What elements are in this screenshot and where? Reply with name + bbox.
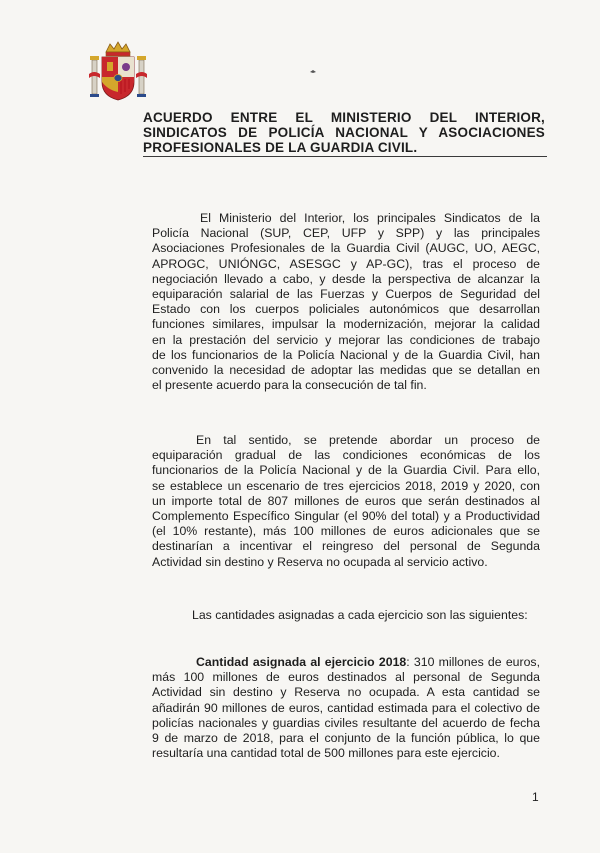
text-line: APROGC, UNIÓNGC, ASESGC y AP-GC), tras el proceso de [152,256,540,271]
text-line: de los funcionarios de la Policía Nacional y de la Guardia Civil, han [152,347,540,362]
paragraph-intro [152,211,540,393]
text-line: funciones similares, impulsar la modernización, mejorar la calidad [152,317,540,332]
year-2018-amount: : 310 millones de euros, [406,655,540,669]
text-line: se establece un escenario de tres ejercicios 2018, 2019 y 2020, con [152,478,540,493]
text-line [152,655,540,670]
text-line: Actividad sin destino y Reserva no ocupada. A esta cantidad se [152,685,540,700]
scan-speck [310,70,316,74]
text-line: Estado con los cuerpos policiales autonómicos que desarrollan [152,302,540,317]
paragraph-2018 [152,655,540,761]
title-line: ACUERDO ENTRE EL MINISTERIO DEL INTERIOR, [143,110,545,125]
text-line: un importe total de 807 millones de euros que serán destinados al [152,493,540,508]
text-line: equiparación salarial de las Fuerzas y Cuerpos de Seguridad del [152,287,540,302]
text-line: resultaría una cantidad total de 500 millones para este ejercicio. [152,746,500,761]
text-line: El Ministerio del Interior, los principales Sindicatos de la [200,211,540,225]
year-2018-label: Cantidad asignada al ejercicio 2018 [196,655,407,669]
text-line: más 100 millones de euros destinados al personal de Segunda [152,670,540,685]
text-line: 9 de marzo de 2018, para el conjunto de la función pública, lo que [152,731,540,746]
title-line: SINDICATOS DE POLICÍA NACIONAL Y ASOCIACIONES [143,125,545,140]
text-line: En tal sentido, se pretende abordar un proceso de [196,433,540,447]
text-line: destinarían a incentivar el reingreso del personal de Segunda [152,539,540,554]
text-line: (el 10% restante), más 100 millones de euros adicionales que se [152,524,540,539]
title-line: PROFESIONALES DE LA GUARDIA CIVIL. [143,140,418,155]
text-line: negociación llevado a cabo, y desde la perspectiva de alcanzar la [152,271,540,286]
page-number: 1 [532,790,539,804]
title-underline [143,156,547,157]
text-line: funcionarios de la Policía Nacional y de la Guardia Civil. Para ello, [152,463,540,478]
text-line: policías nacionales y guardias civiles resultante del acuerdo de fecha [152,715,540,730]
paragraph-scenario [152,433,540,570]
text-line: el presente acuerdo para la consecución de tal fin. [152,378,427,393]
text-line: convenido la necesidad de adoptar las medidas que se detallan en [152,363,540,378]
spain-coat-of-arms-icon [88,40,148,102]
text-line: añadirán 90 millones de euros, cantidad estimada para el colectivo de [152,700,540,715]
text-line: Asociaciones Profesionales de la Guardia Civil (AUGC, UO, AEGC, [152,241,540,256]
text-line: Actividad sin destino y Reserva no ocupada al servicio activo. [152,554,488,569]
text-line: en la prestación del servicio y mejorar las condiciones de trabajo [152,332,540,347]
document-title [143,110,545,155]
text-line: Complemento Específico Singular (el 90% del total) y a Productividad [152,509,540,524]
text-line: equiparación gradual de las condiciones económicas de los [152,448,540,463]
text-line: Las cantidades asignadas a cada ejercicio son las siguientes: [192,608,528,622]
text-line: Policía Nacional (SUP, CEP, UFP y SPP) y las principales [152,226,540,241]
paragraph-amounts-intro [192,608,532,623]
